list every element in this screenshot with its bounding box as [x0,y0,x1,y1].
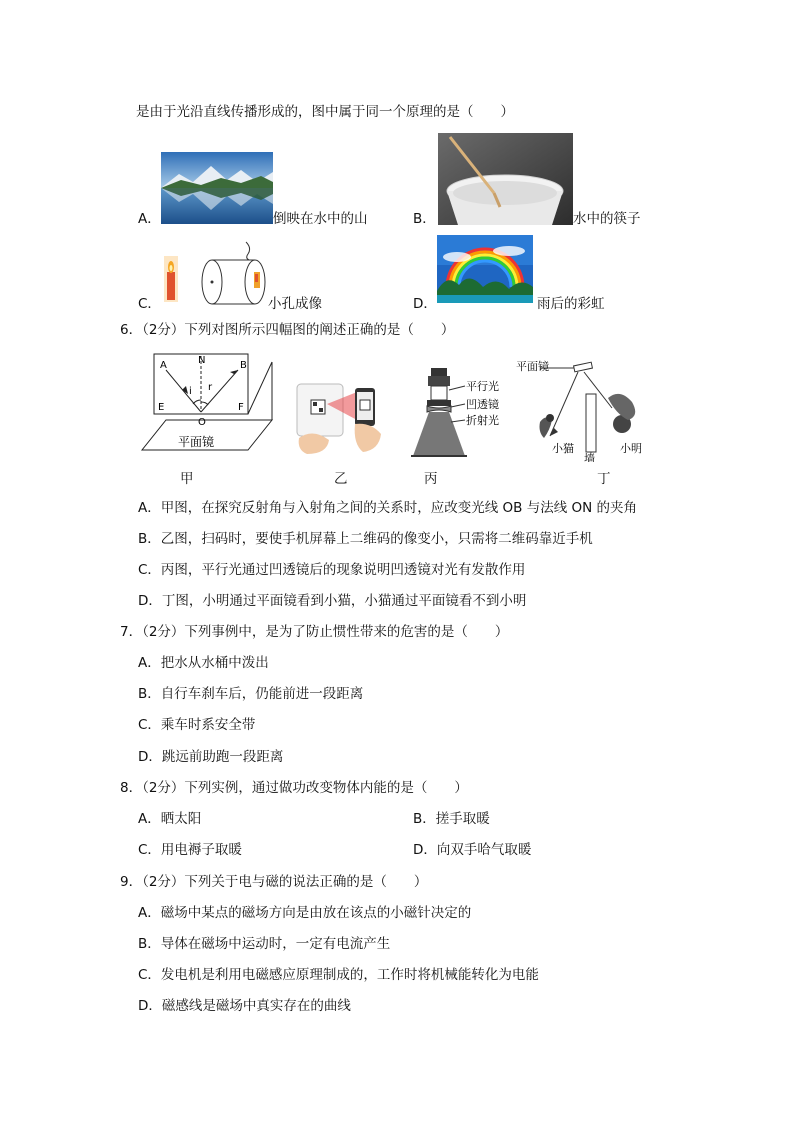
q5-option-b-letter: B． [413,211,436,227]
q6-stem: 6．（2分）下列对图所示四幅图的阐述正确的是（ ） [120,322,455,338]
bing-label-lens: 凹透镜 [466,398,499,411]
q6-option-c: C．丙图，平行光通过凹透镜后的现象说明凹透镜对光有发散作用 [138,562,526,578]
q5-option-c-letter: C． [138,296,161,312]
jia-label-n: N [198,355,206,366]
jia-label-o: O [198,417,206,428]
figure-jia-reflection [138,350,278,458]
jia-label-e: E [158,402,165,413]
jia-mirror-label: 平面镜 [178,435,215,449]
figure-yi-qr-scan [293,378,389,458]
q7-option-d: D．跳远前助跑一段距离 [138,749,284,765]
q9-option-b: B．导体在磁场中运动时，一定有电流产生 [138,936,391,952]
jia-label-i: i [189,386,192,397]
q7-option-a: A．把水从水桶中泼出 [138,655,269,671]
ding-label-mirror: 平面镜 [516,360,549,373]
question-intro-text: 是由于光沿直线传播形成的，图中属于同一个原理的是（ ） [136,104,514,120]
q6-option-b: B．乙图，扫码时，要使手机屏幕上二维码的像变小，只需将二维码靠近手机 [138,531,593,547]
q9-option-a: A．磁场中某点的磁场方向是由放在该点的小磁针决定的 [138,905,472,921]
q5-option-a-letter: A． [138,211,161,227]
jia-label-b: B [240,360,247,371]
bing-label-refract: 折射光 [466,414,499,427]
figure-ding-mirror-cat [516,358,652,462]
ding-label-cat: 小猫 [552,442,574,455]
q9-option-c: C．发电机是利用电磁感应原理制成的，工作时将机械能转化为电能 [138,967,539,983]
q7-option-c: C．乘车时系安全带 [138,717,256,733]
q5-option-d-letter: D． [413,296,437,312]
q7-option-b: B．自行车刹车后，仍能前进一段距离 [138,686,364,702]
q8-option-b: B．搓手取暖 [413,811,490,827]
chopstick-in-water-image [438,133,573,225]
q5-option-a-caption: 倒映在水中的山 [273,211,368,227]
q5-option-d-caption: 雨后的彩虹 [537,296,605,312]
q8-option-d: D．向双手哈气取暖 [413,842,532,858]
q5-option-b-caption: 水中的筷子 [573,211,641,227]
q8-option-a: A．晒太阳 [138,811,202,827]
jia-label-r: r [208,382,213,393]
ding-label-ming: 小明 [620,442,642,455]
mountain-reflection-image [161,152,273,224]
ding-label-wall: 墙 [584,452,595,462]
rainbow-image [437,235,533,303]
figure-bing-concave-lens [405,364,515,462]
jia-label-f: F [238,402,244,413]
q7-stem: 7．（2分）下列事例中，是为了防止惯性带来的危害的是（ ） [120,624,509,640]
pinhole-camera-image [160,238,270,310]
figure-bing-caption: 丙 [424,471,438,487]
q9-stem: 9．（2分）下列关于电与磁的说法正确的是（ ） [120,874,428,890]
q8-stem: 8．（2分）下列实例，通过做功改变物体内能的是（ ） [120,780,468,796]
jia-label-a: A [160,360,167,371]
q5-option-c-caption: 小孔成像 [268,296,322,312]
bing-label-parallel: 平行光 [466,380,499,393]
q6-option-d: D．丁图，小明通过平面镜看到小猫，小猫通过平面镜看不到小明 [138,593,527,609]
q6-option-a: A．甲图，在探究反射角与入射角之间的关系时，应改变光线 OB 与法线 ON 的夹角 [138,500,638,516]
figure-yi-caption: 乙 [334,471,348,487]
q8-option-c: C．用电褥子取暖 [138,842,242,858]
figure-ding-caption: 丁 [597,471,611,487]
q9-option-d: D．磁感线是磁场中真实存在的曲线 [138,998,351,1014]
figure-jia-caption: 甲 [180,471,194,487]
